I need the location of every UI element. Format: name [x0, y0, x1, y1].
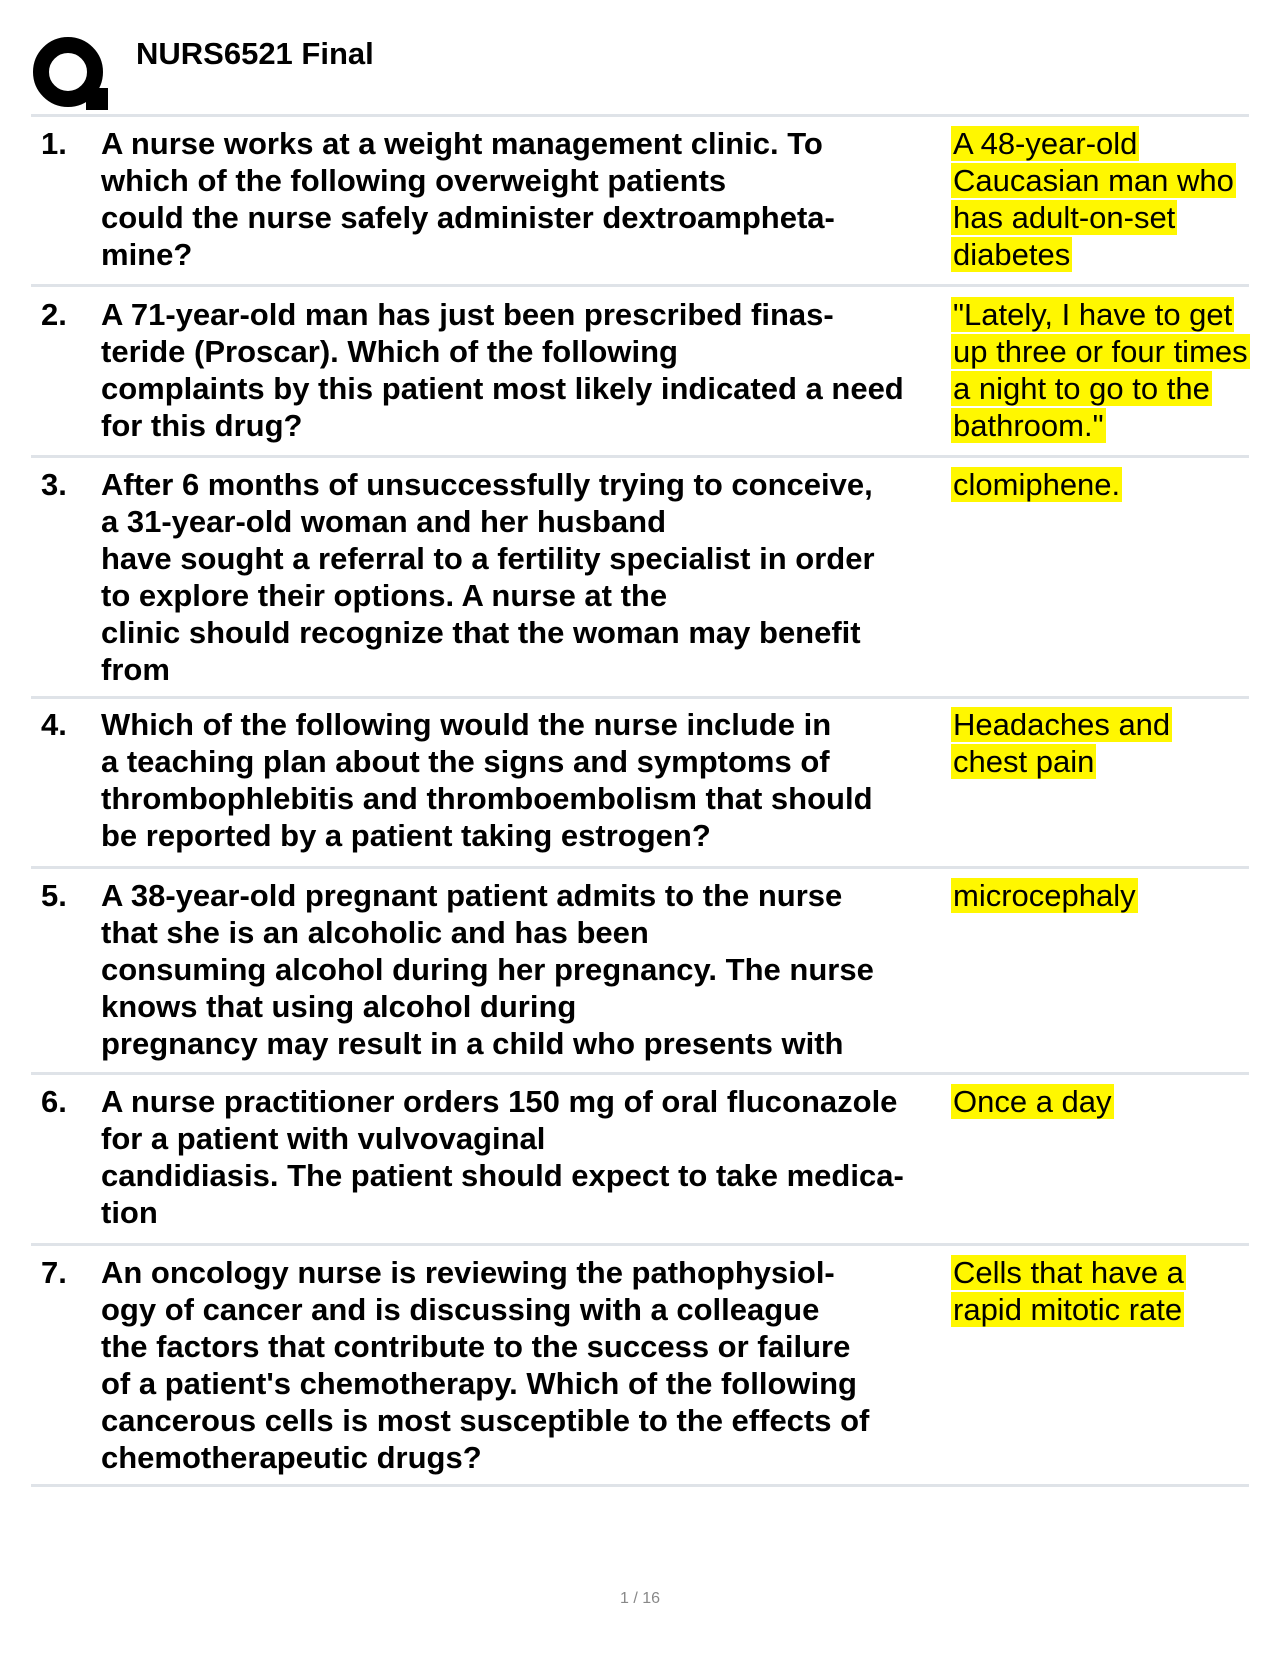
answer-highlight: Once a day: [953, 1084, 1112, 1119]
question-text: A 71-year-old man has just been prescribed finas- teride (Proscar). Which of the following complaints by this patient most likely indicated a need for this drug?: [101, 297, 904, 443]
divider: [31, 1484, 1249, 1487]
divider: [31, 866, 1249, 869]
question-text: A nurse works at a weight management clinic. To which of the following overweight patients could the nurse safely administer dextroampheta- mine?: [101, 126, 835, 272]
answer-text: [951, 877, 1249, 914]
question-text: Which of the following would the nurse include in a teaching plan about the signs and symptoms of thrombophlebitis and thromboembolism that should be reported by a patient taking estrogen?: [101, 707, 873, 853]
question-text: After 6 months of unsuccessfully trying to conceive, a 31-year-old woman and her husband have sought a referral to a fertility specialist in order to explore their options. A nurse at the clinic should recognize that the woman may benefit from: [101, 467, 875, 687]
answer-text: [951, 466, 1249, 503]
question-text: A 38-year-old pregnant patient admits to the nurse that she is an alcoholic and has been consuming alcohol during her pregnancy. The nurse knows that using alcohol during pregnancy may result in a child who presents with: [101, 878, 874, 1061]
answer-highlight: A 48-year-old Caucasian man who has adult-on-set diabetes: [953, 126, 1234, 272]
page-number: 1 / 16: [619, 1590, 661, 1607]
page-title: NURS6521 Final: [136, 36, 374, 71]
question-number: 1.: [41, 126, 67, 161]
answer-highlight: Cells that have a rapid mitotic rate: [953, 1255, 1184, 1327]
question-number: 4.: [41, 707, 67, 742]
question-number: 5.: [41, 878, 67, 913]
answer-text: [951, 706, 1249, 780]
question-number: 6.: [41, 1084, 67, 1119]
question-number: 7.: [41, 1255, 67, 1290]
answer-highlight: Headaches and chest pain: [953, 707, 1171, 779]
answer-text: [951, 1254, 1249, 1328]
quizlet-logo-icon: [30, 34, 112, 112]
question-text: A nurse practitioner orders 150 mg of oral fluconazole for a patient with vulvovaginal candidiasis. The patient should expect to take medica- tion: [101, 1084, 904, 1230]
answer-text: [951, 1083, 1249, 1120]
divider: [31, 284, 1249, 287]
answer-highlight: microcephaly: [953, 878, 1136, 913]
question-number: 2.: [41, 297, 67, 332]
divider: [31, 1243, 1249, 1246]
answer-text: [951, 296, 1249, 444]
divider: [31, 114, 1249, 117]
answer-text: [951, 125, 1249, 273]
answer-highlight: "Lately, I have to get up three or four times a night to go to the bathroom.": [953, 297, 1248, 443]
divider: [31, 1072, 1249, 1075]
question-number: 3.: [41, 467, 67, 502]
answer-highlight: clomiphene.: [953, 467, 1121, 502]
question-text: An oncology nurse is reviewing the pathophysiol- ogy of cancer and is discussing with a colleague the factors that contribute to the success or failure of a patient's chemotherapy. Which of the following cancerous cells is most susceptible to the effects of chemotherapeutic drugs?: [101, 1255, 870, 1475]
divider: [31, 696, 1249, 699]
divider: [31, 455, 1249, 458]
